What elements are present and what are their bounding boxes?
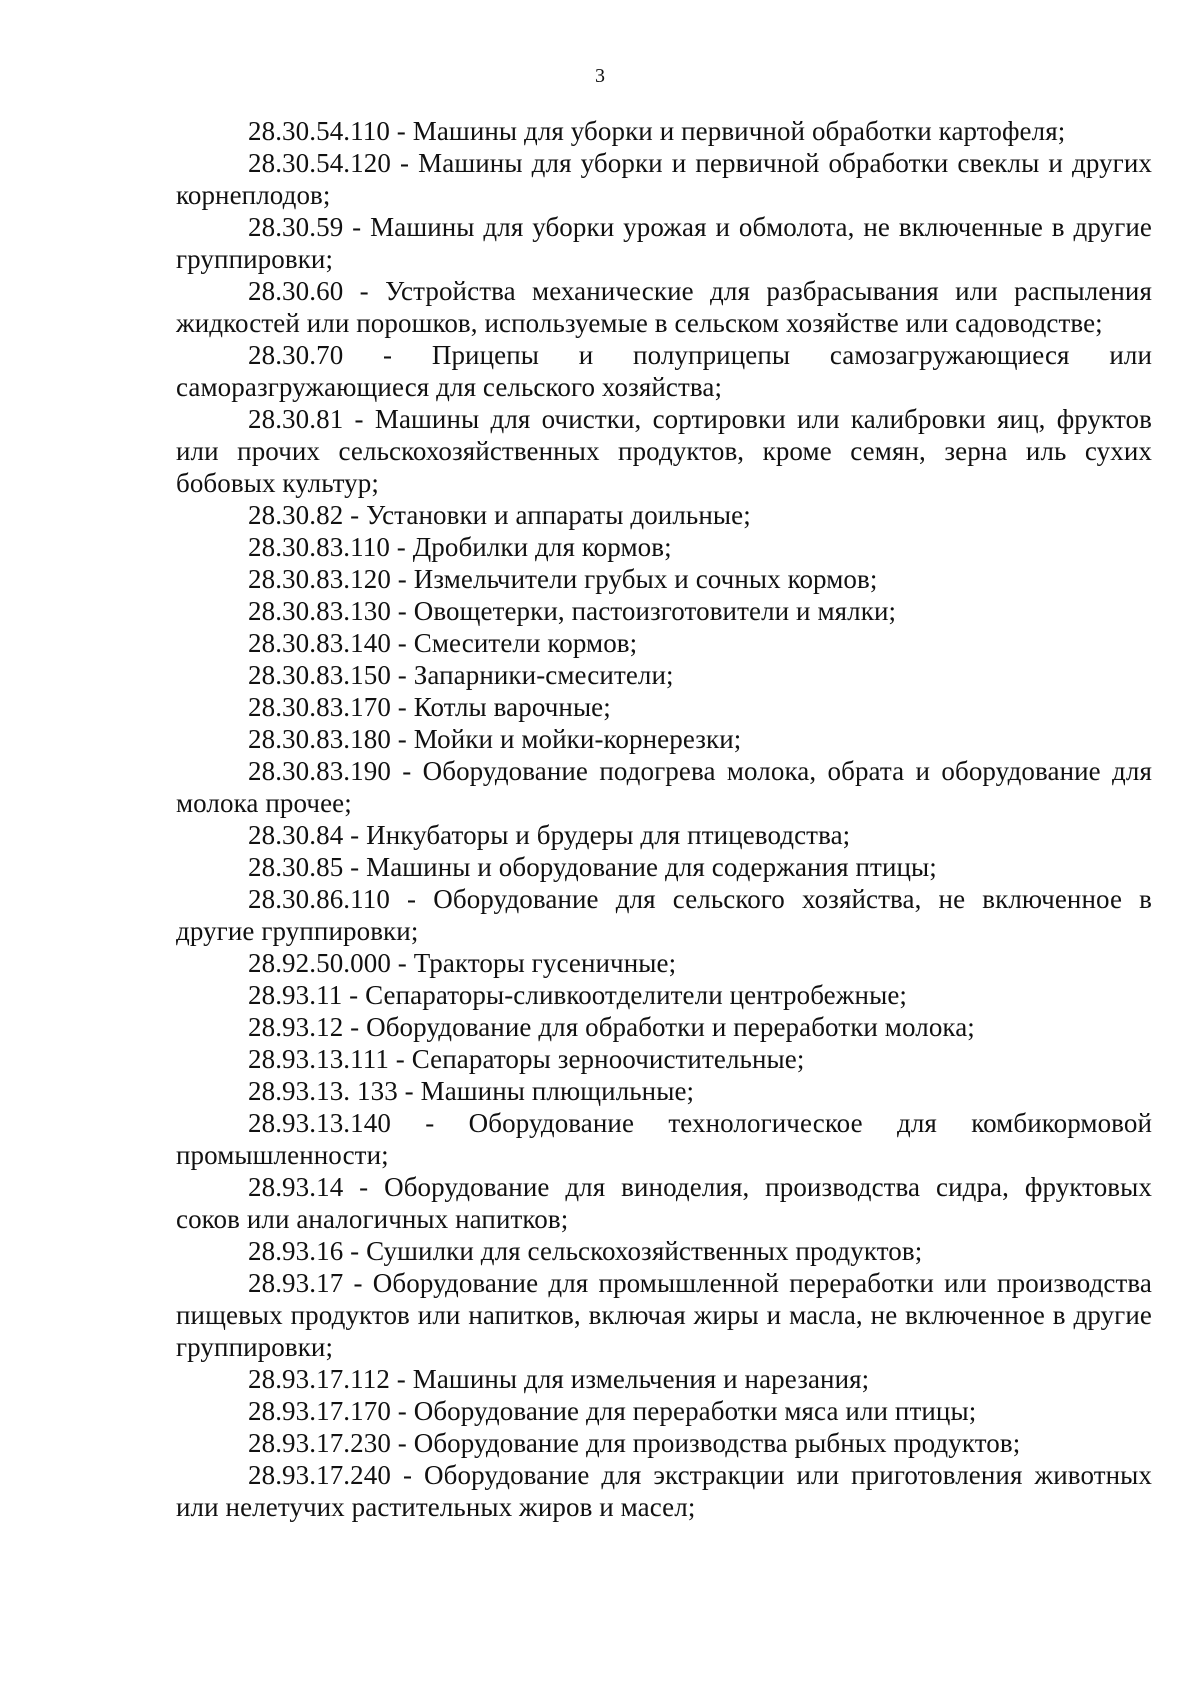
- list-item: 28.93.13. 133 - Машины плющильные;: [248, 1076, 695, 1106]
- list-item: 28.30.83.170 - Котлы варочные;: [248, 692, 611, 722]
- list-item: 28.93.16 - Сушилки для сельскохозяйственных продуктов;: [248, 1236, 923, 1266]
- list-item: 28.30.54.120 - Машины для уборки и первичной обработки свеклы и других корнеплодов;: [176, 148, 1152, 210]
- list-item: 28.30.83.190 - Оборудование подогрева молока, обрата и оборудование для молока прочее;: [176, 756, 1152, 818]
- list-item: 28.93.12 - Оборудование для обработки и переработки молока;: [248, 1012, 975, 1042]
- list-item: 28.30.82 - Установки и аппараты доильные;: [248, 500, 751, 530]
- list-item: 28.30.81 - Машины для очистки, сортировки или калибровки яиц, фруктов или прочих сельскохозяйственных продуктов, кроме семян, зерна иль сухих бобовых культур;: [176, 404, 1152, 498]
- page-number: 3: [595, 65, 605, 87]
- list-item: 28.30.83.140 - Смесители кормов;: [248, 628, 638, 658]
- list-item: 28.30.83.180 - Мойки и мойки-корнерезки;: [248, 724, 742, 754]
- list-item: 28.93.13.140 - Оборудование технологическое для комбикормовой промышленности;: [176, 1108, 1152, 1170]
- list-item: 28.30.84 - Инкубаторы и брудеры для птицеводства;: [248, 820, 851, 850]
- list-item: 28.30.60 - Устройства механические для разбрасывания или распыления жидкостей или порошков, используемые в сельском хозяйстве или садоводстве;: [176, 276, 1152, 338]
- list-item: 28.92.50.000 - Тракторы гусеничные;: [248, 948, 677, 978]
- list-item: 28.93.17.230 - Оборудование для производства рыбных продуктов;: [248, 1428, 1021, 1458]
- list-item: 28.30.70 - Прицепы и полуприцепы самозагружающиеся или саморазгружающиеся для сельского хозяйства;: [176, 340, 1152, 402]
- classification-list: [176, 115, 1152, 1523]
- list-item: 28.30.59 - Машины для уборки урожая и обмолота, не включенные в другие группировки;: [176, 212, 1152, 274]
- list-item: 28.30.83.120 - Измельчители грубых и сочных кормов;: [248, 564, 878, 594]
- list-item: 28.30.86.110 - Оборудование для сельского хозяйства, не включенное в другие группировки;: [176, 884, 1152, 946]
- list-item: 28.30.54.110 - Машины для уборки и первичной обработки картофеля;: [248, 116, 1066, 146]
- list-item: 28.93.14 - Оборудование для виноделия, производства сидра, фруктовых соков или аналогичных напитков;: [176, 1172, 1152, 1234]
- list-item: 28.93.17.240 - Оборудование для экстракции или приготовления животных или нелетучих растительных жиров и масел;: [176, 1460, 1152, 1522]
- list-item: 28.30.85 - Машины и оборудование для содержания птицы;: [248, 852, 937, 882]
- list-item: 28.93.17.112 - Машины для измельчения и нарезания;: [248, 1364, 870, 1394]
- list-item: 28.93.13.111 - Сепараторы зерноочистительные;: [248, 1044, 805, 1074]
- list-item: 28.30.83.130 - Овощетерки, пастоизготовители и мялки;: [248, 596, 897, 626]
- list-item: 28.30.83.110 - Дробилки для кормов;: [248, 532, 672, 562]
- list-item: 28.93.11 - Сепараторы-сливкоотделители центробежные;: [248, 980, 908, 1010]
- list-item: 28.30.83.150 - Запарники-смесители;: [248, 660, 674, 690]
- list-item: 28.93.17.170 - Оборудование для переработки мяса или птицы;: [248, 1396, 977, 1426]
- list-item: 28.93.17 - Оборудование для промышленной переработки или производства пищевых продуктов или напитков, включая жиры и масла, не включенное в другие группировки;: [176, 1268, 1152, 1362]
